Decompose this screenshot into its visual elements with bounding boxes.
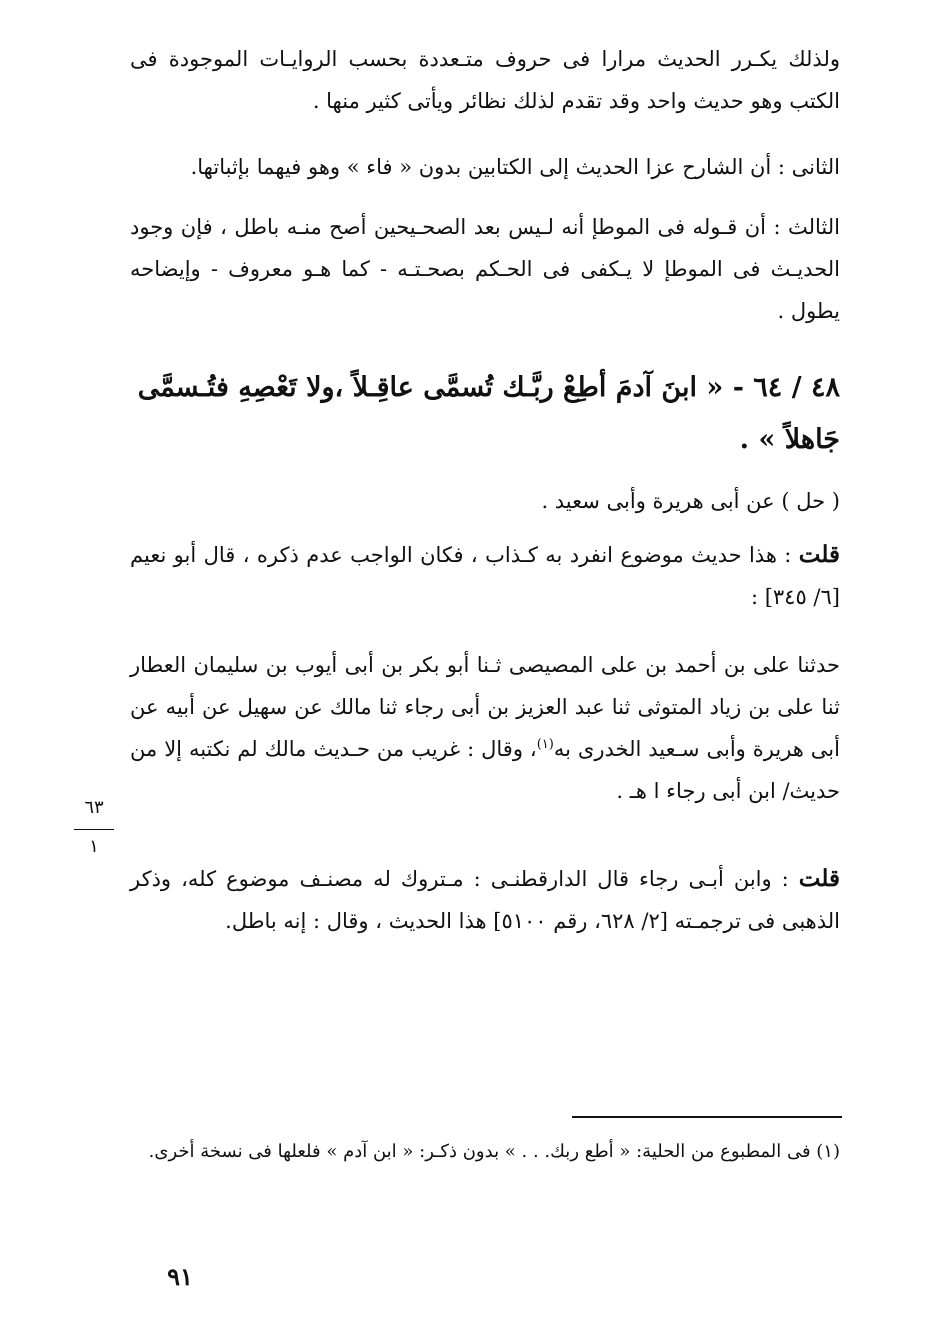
hadith-source: ( حل ) عن أبى هريرة وأبى سعيد . <box>541 489 840 513</box>
hadith-number: ٤٨ / ٦٤ - <box>732 372 840 403</box>
margin-ref-bottom: ١ <box>89 836 99 857</box>
qult-paragraph-2 <box>130 858 840 942</box>
footnote-separator <box>572 1116 842 1118</box>
paragraph-second-point: الثانى : أن الشارح عزا الحديث إلى الكتابين بدون « فاء » وهو فيهما بإثباتها. <box>190 155 840 179</box>
qult-label: قلت <box>798 541 840 568</box>
isnad-text-continued: ، وقال : غريب من حـديث مالك لم نكتبه إلا من حديث/ ابن أبى رجاء ا هـ . <box>130 737 840 803</box>
isnad-text: حدثنا على بن أحمد بن على المصيصى ثـنا أبو بكر بن أبى أيوب بن سليمان العطار ثنا على بن زياد المتوثى ثنا عبد العزيز بن أبى رجاء ثنا مالك عن سهيل عن أبيه عن أبى هريرة وأبى سـعيد الخدرى به <box>130 653 840 761</box>
footnote-marker: (١) <box>536 737 554 752</box>
qult-label: قلت <box>798 865 840 892</box>
paragraph-repetition-note: ولذلك يكـرر الحديث مرارا فى حروف متـعددة بحسب الروايـات الموجودة فى الكتب وهو حديث واحد وقد تقدم لذلك نظائر ويأتى كثير منها . <box>130 47 840 113</box>
margin-ref-divider <box>74 829 114 830</box>
isnad-paragraph <box>130 644 840 812</box>
qult-text: : وابن أبـى رجاء قال الدارقطنـى : مـتروك له مصنـف موضوع كله، وذكر الذهبى فى ترجمـته [٢/ ٦٢٨، رقم ٥١٠٠] هذا الحديث ، وقال : إنه باطل. <box>130 867 840 933</box>
margin-page-reference <box>74 797 114 858</box>
hadith-entry <box>130 362 840 466</box>
paragraph-third-point: الثالث : أن قـوله فى الموطإ أنه لـيس بعد الصحـيحين أصح منـه باطل ، فإن وجود الحديـث فى الموطإ لا يـكفى فى الحـكم بصحـتـه - كما هـو معروف - وإيضاحه يطول . <box>130 215 840 323</box>
qult-paragraph-1 <box>130 534 840 618</box>
hadith-text: « ابنَ آدمَ أطِعْ ربَّـك تُسمَّى عاقِـلاً ،ولا تَعْصِهِ فتُـسمَّى جَاهلاً » . <box>137 372 840 455</box>
footnote-1: (١) فى المطبوع من الحلية: « أطع ربك. . . » بدون ذكـر: « ابن آدم » فلعلها فى نسخة أخرى. <box>148 1141 840 1162</box>
qult-text: : هذا حديث موضوع انفرد به كـذاب ، فكان الواجب عدم ذكره ، قال أبو نعيم [٦/ ٣٤٥] : <box>130 543 840 609</box>
margin-ref-top: ٦٣ <box>84 797 104 818</box>
page-number: ٩١ <box>167 1262 193 1291</box>
